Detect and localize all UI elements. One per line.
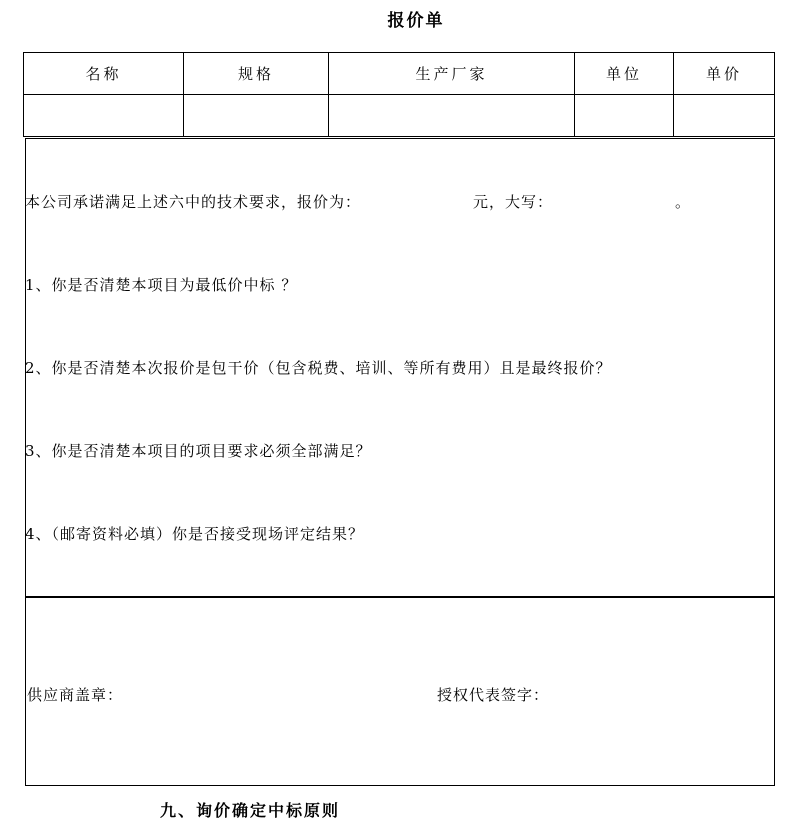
section-heading: 九、询价确定中标原则 [160,801,341,820]
column-header-unit: 单位 [575,53,674,95]
page-title: 报价单 [387,11,445,31]
cell-manufacturer[interactable] [329,95,575,137]
commitment-end: 。 [675,193,692,211]
column-header-name: 名称 [24,53,184,95]
table-row [24,95,775,137]
question-1: 1、你是否清楚本项目为最低价中标 ？ [25,276,298,294]
column-header-manufacturer: 生产厂家 [329,53,575,95]
supplier-seal-label: 供应商盖章： [27,686,124,704]
column-header-spec: 规格 [184,53,329,95]
authorized-rep-label: 授权代表签字： [437,686,550,704]
cell-spec[interactable] [184,95,329,137]
signature-box [25,596,775,786]
question-3: 3、你是否清楚本项目的项目要求必须全部满足？ [25,442,372,460]
question-2: 2、你是否清楚本次报价是包干价（包含税费、培训、等所有费用）且是最终报价？ [25,359,612,377]
commitment-prefix: 本公司承诺满足上述六中的技术要求，报价为： [25,193,362,211]
column-header-unit-price: 单价 [674,53,775,95]
cell-unit-price[interactable] [674,95,775,137]
cell-name[interactable] [24,95,184,137]
table-header-row [24,53,775,95]
commitment-line [25,191,691,212]
question-4: 4、（邮寄资料必填）你是否接受现场评定结果？ [25,525,365,543]
cell-unit[interactable] [575,95,674,137]
commitment-yuan: 元，大写： [473,193,554,211]
quote-table [23,52,775,137]
